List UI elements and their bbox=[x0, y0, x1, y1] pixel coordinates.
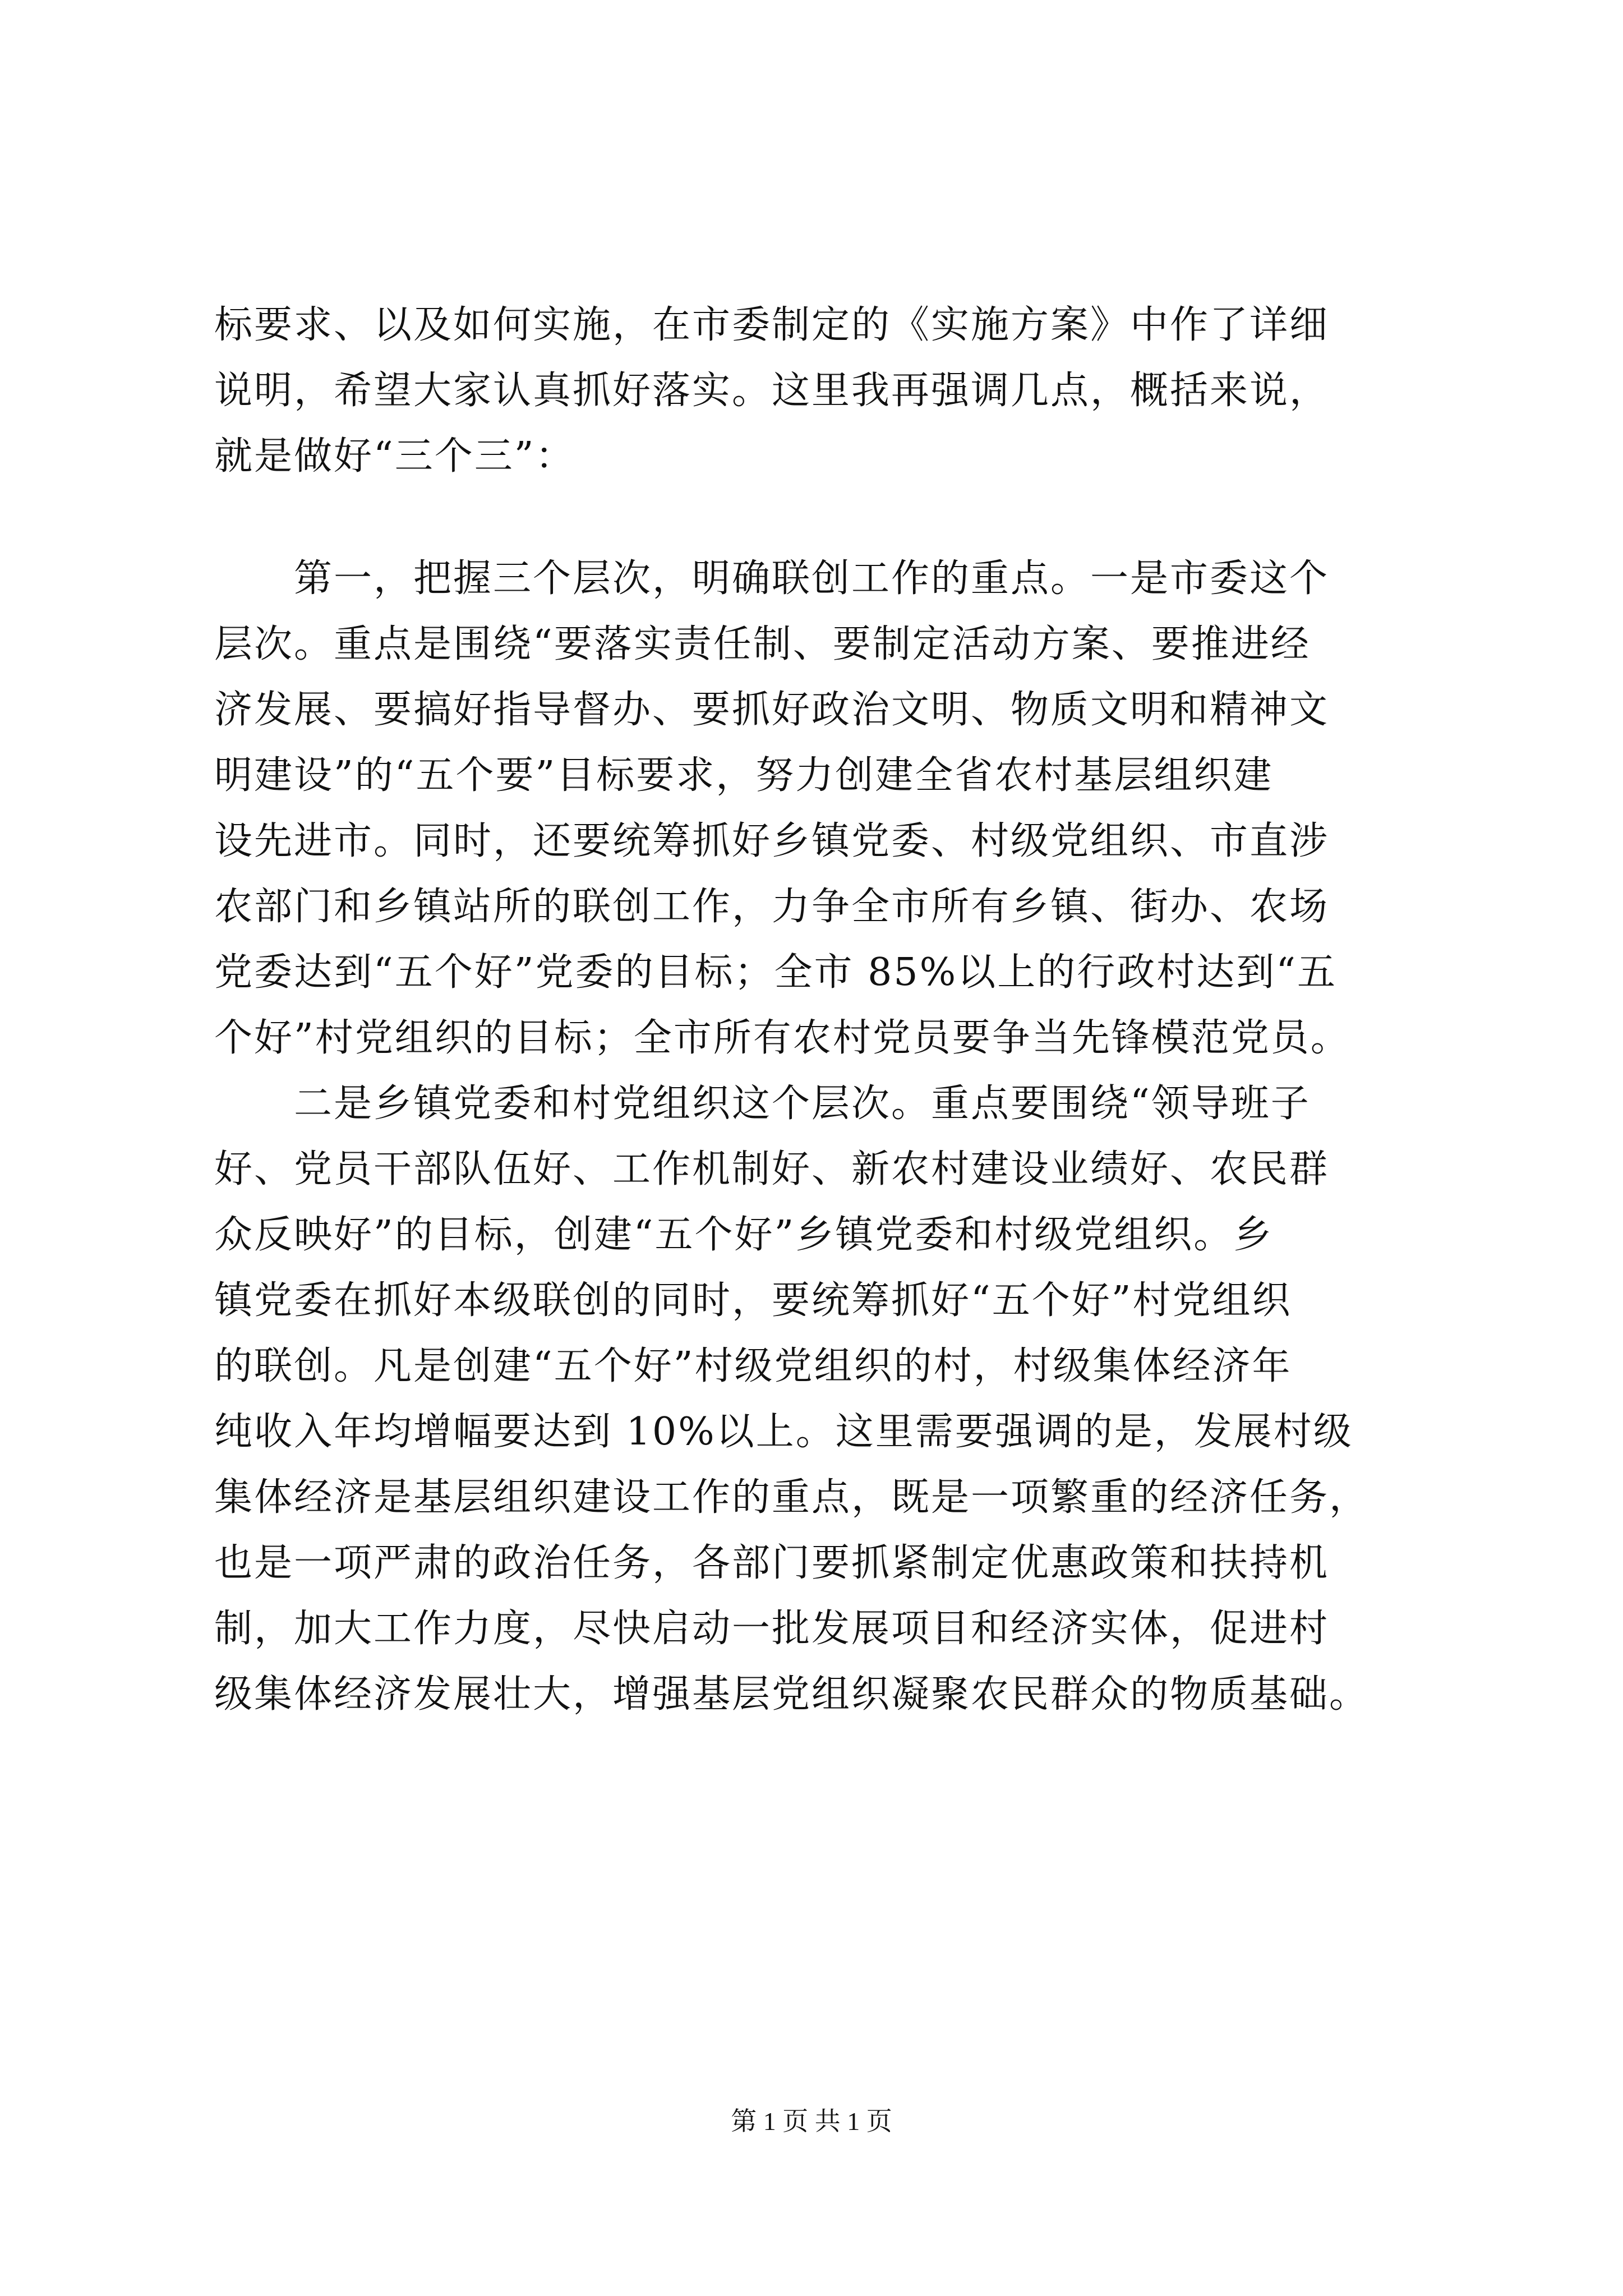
text-line: 的联创。凡是创建“五个好”村级党组织的村，村级集体经济年 bbox=[214, 1344, 1292, 1388]
text-line: 第一，把握三个层次，明确联创工作的重点。一是市委这个 bbox=[214, 556, 1330, 601]
text-line: 说明，希望大家认真抓好落实。这里我再强调几点，概括来说， bbox=[214, 369, 1330, 413]
text-line: 纯收入年均增幅要达到 10%以上。这里需要强调的是，发展村级 bbox=[214, 1410, 1353, 1454]
text-line: 就是做好“三个三”： bbox=[214, 434, 575, 478]
text-line: 层次。重点是围绕“要落实责任制、要制定活动方案、要推进经 bbox=[214, 622, 1311, 666]
page-footer: 第 1 页 共 1 页 bbox=[731, 2107, 892, 2136]
text-line: 济发展、要搞好指导督办、要抓好政治文明、物质文明和精神文 bbox=[214, 688, 1330, 732]
text-line: 二是乡镇党委和村党组织这个层次。重点要围绕“领导班子 bbox=[214, 1082, 1311, 1126]
text-line: 设先进市。同时，还要统筹抓好乡镇党委、村级党组织、市直涉 bbox=[214, 819, 1330, 863]
text-line: 制，加大工作力度，尽快启动一批发展项目和经济实体，促进村 bbox=[214, 1607, 1330, 1651]
text-line: 个好”村党组织的目标；全市所有农村党员要争当先锋模范党员。 bbox=[214, 1016, 1350, 1060]
text-line: 也是一项严肃的政治任务，各部门要抓紧制定优惠政策和扶持机 bbox=[214, 1541, 1330, 1585]
text-line: 党委达到“五个好”党委的目标；全市 85%以上的行政村达到“五 bbox=[214, 950, 1338, 995]
text-line: 农部门和乡镇站所的联创工作，力争全市所有乡镇、街办、农场 bbox=[214, 885, 1330, 929]
text-line: 级集体经济发展壮大，增强基层党组织凝聚农民群众的物质基础。 bbox=[214, 1672, 1370, 1717]
text-line: 标要求、以及如何实施，在市委制定的《实施方案》中作了详细 bbox=[214, 303, 1330, 347]
text-line: 集体经济是基层组织建设工作的重点，既是一项繁重的经济任务， bbox=[214, 1475, 1370, 1520]
text-line: 明建设”的“五个要”目标要求，努力创建全省农村基层组织建 bbox=[214, 753, 1274, 798]
text-line: 好、党员干部队伍好、工作机制好、新农村建设业绩好、农民群 bbox=[214, 1147, 1330, 1191]
text-line: 众反映好”的目标，创建“五个好”乡镇党委和村级党组织。乡 bbox=[214, 1213, 1274, 1257]
text-line: 镇党委在抓好本级联创的同时，要统筹抓好“五个好”村党组织 bbox=[214, 1278, 1292, 1323]
